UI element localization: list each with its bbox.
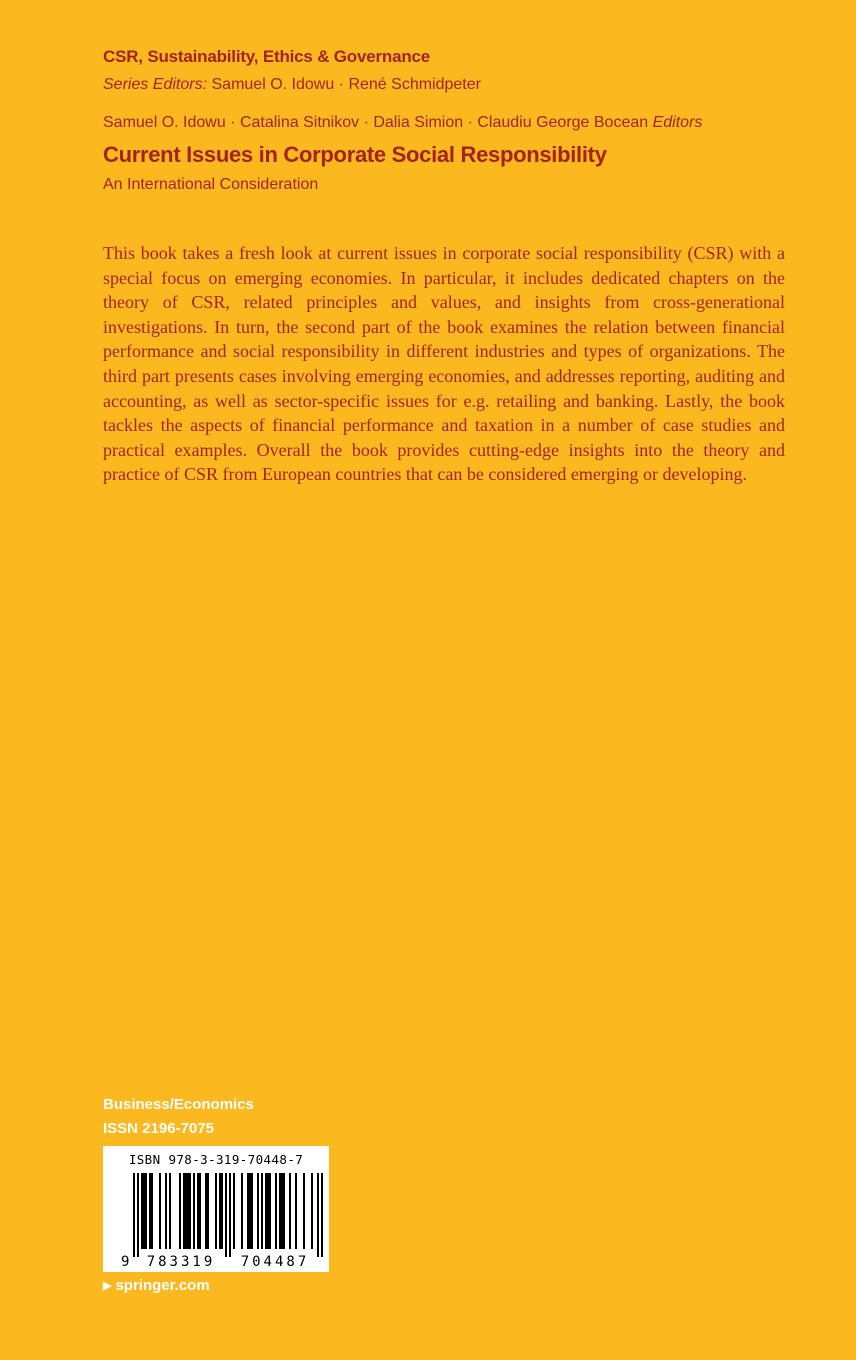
barcode-bar [151,1173,153,1249]
barcode-bar [283,1173,285,1249]
springer-link-text: springer.com [115,1277,210,1294]
barcode-bar [317,1173,319,1257]
series-editors-names: Samuel O. Idowu · René Schmidpeter [211,76,481,93]
barcode-bar [249,1173,251,1249]
barcode-bar [225,1173,227,1257]
barcode-bar [193,1173,195,1249]
barcode-bar [145,1173,147,1249]
book-title: Current Issues in Corporate Social Responsibility [103,142,607,167]
barcode-bar [251,1173,253,1249]
barcode-bar [279,1173,281,1249]
book-editors [103,114,702,132]
isbn-label: ISBN 978-3-319-70448-7 [128,1152,304,1167]
barcode-bar [229,1173,231,1257]
barcode-bar [205,1173,207,1249]
barcode-digits: 704487 [240,1254,310,1270]
barcode-bar [261,1173,263,1249]
barcode-bar [311,1173,313,1249]
barcode-bar [321,1173,323,1257]
barcode-bar [215,1173,217,1249]
barcode-bar [207,1173,209,1249]
series-title: CSR, Sustainability, Ethics & Governance [103,47,431,66]
series-editors-label: Series Editors: [103,76,208,93]
barcode-bar [183,1173,185,1249]
barcode-bar [241,1173,243,1249]
barcode-bar [187,1173,189,1249]
issn-label: ISSN 2196-7075 [103,1120,214,1137]
barcode-bar [141,1173,143,1249]
barcode-bar [179,1173,181,1249]
series-editors [103,76,481,94]
barcode-bar [275,1173,277,1249]
barcode-bar [165,1173,167,1249]
barcode-bar [281,1173,283,1249]
barcode-bar [233,1173,235,1249]
barcode-bar [247,1173,249,1249]
barcode-digits: 783319 [146,1254,216,1270]
barcode-digits: 9 [121,1254,133,1270]
book-editors-names: Samuel O. Idowu · Catalina Sitnikov · Dalia Simion · Claudiu George Bocean [103,114,649,131]
barcode-bar [269,1173,271,1249]
triangle-arrow-icon: ▶ [103,1280,112,1292]
barcode-bar [137,1173,139,1257]
barcode-bar [185,1173,187,1249]
barcode-bar [267,1173,269,1249]
barcode-bar [303,1173,305,1249]
barcode-bar [149,1173,151,1249]
barcode-bar [221,1173,223,1249]
subject-category: Business/Economics [103,1096,254,1113]
barcode-bar [257,1173,259,1249]
book-description: This book takes a fresh look at current issues in corporate social responsibility (CSR) with a special focus on emerging economies. In particular, it includes dedicated chapters on the theory of CSR, related principles and values, and insights from cross-generational investigations. In turn, the second part of the book examines the relation between financial performance and social responsibility in different industries and types of organizations. The third part presents cases involving emerging economies, and addresses reporting, auditing and accounting, as well as sector-specific issues for e.g. retailing and banking. Lastly, the book tackles the aspects of financial performance and taxation in a number of case studies and practical examples. Overall the book provides cutting-edge insights into the theory and practice of CSR from European countries that can be considered emerging or developing. [103,243,785,485]
barcode-bar [133,1173,135,1257]
barcode-bar [169,1173,171,1249]
barcode-bar [295,1173,297,1249]
barcode-bar [199,1173,201,1249]
barcode-bar [219,1173,221,1249]
barcode-bar [289,1173,291,1249]
book-editors-role: Editors [652,114,703,131]
barcode-bar [143,1173,145,1249]
barcode-bar [159,1173,161,1249]
springer-link[interactable] [103,1277,210,1294]
barcode-bar [189,1173,191,1249]
isbn-barcode [103,1146,329,1272]
barcode-bar [265,1173,267,1249]
barcode-graphic [103,1146,329,1272]
barcode-bar [197,1173,199,1249]
book-subtitle: An International Consideration [103,176,319,193]
